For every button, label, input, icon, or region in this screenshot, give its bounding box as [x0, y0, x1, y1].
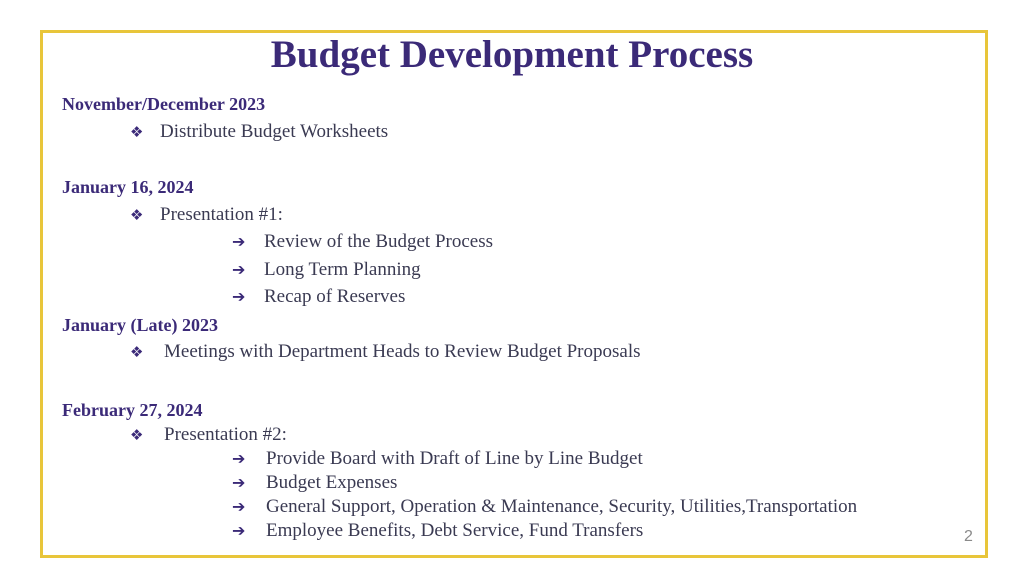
bullet-item	[130, 120, 388, 144]
bullet-text: Presentation #2:	[164, 424, 287, 445]
bullet-item	[130, 203, 283, 227]
diamond-bullet-icon: ❖	[130, 426, 144, 444]
bullet-text: Meetings with Department Heads to Review Budget Proposals	[164, 341, 641, 362]
section-date: January 16, 2024	[62, 177, 194, 197]
arrow-icon: ➔	[232, 287, 246, 306]
sub-item	[232, 230, 493, 254]
bullet-text: Distribute Budget Worksheets	[160, 121, 389, 142]
section-date: January (Late) 2023	[62, 315, 218, 335]
sub-item	[232, 519, 643, 543]
arrow-icon: ➔	[232, 449, 246, 468]
sub-item-text: General Support, Operation & Maintenance, Security, Utilities,Transportation	[266, 496, 858, 517]
arrow-icon: ➔	[232, 260, 246, 279]
arrow-icon: ➔	[232, 521, 246, 540]
sub-item	[232, 258, 421, 282]
arrow-icon: ➔	[232, 232, 246, 251]
sub-item-text: Employee Benefits, Debt Service, Fund Transfers	[266, 520, 644, 541]
sub-item-text: Long Term Planning	[264, 259, 421, 280]
diamond-bullet-icon: ❖	[130, 123, 144, 141]
sub-item-text: Recap of Reserves	[264, 286, 406, 307]
section-date: November/December 2023	[62, 94, 266, 114]
bullet-text: Presentation #1:	[160, 204, 283, 225]
diamond-bullet-icon: ❖	[130, 206, 144, 224]
sub-item	[232, 471, 397, 495]
sub-item-text: Provide Board with Draft of Line by Line Budget	[266, 448, 643, 469]
page-number: 2	[964, 528, 973, 545]
section-date: February 27, 2024	[62, 400, 203, 420]
sub-item-text: Budget Expenses	[266, 472, 398, 493]
slide-title: Budget Development Process	[270, 33, 754, 76]
sub-item	[232, 495, 857, 519]
diamond-bullet-icon: ❖	[130, 343, 144, 361]
sub-item	[232, 447, 643, 471]
sub-item-text: Review of the Budget Process	[264, 231, 494, 252]
bullet-item	[130, 340, 641, 364]
sub-item	[232, 285, 405, 309]
arrow-icon: ➔	[232, 473, 246, 492]
arrow-icon: ➔	[232, 497, 246, 516]
bullet-item	[130, 423, 287, 447]
